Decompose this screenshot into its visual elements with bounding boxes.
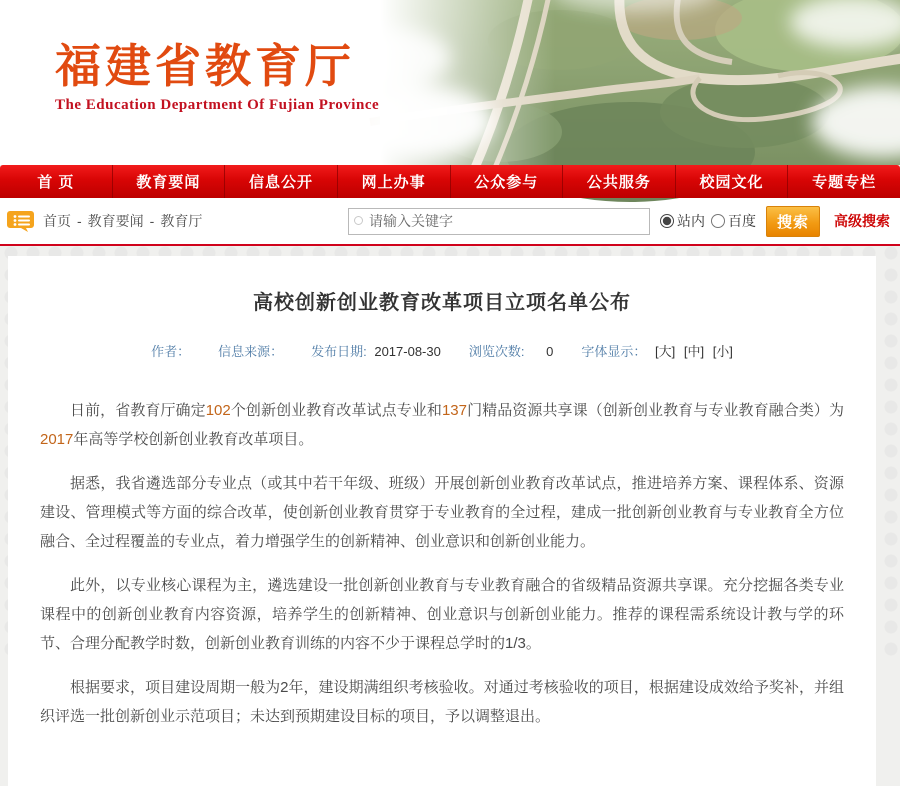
article-body (40, 396, 844, 731)
meta-source-label: 信息来源： (218, 344, 284, 359)
breadcrumb-item-department[interactable]: 教育厅 (160, 213, 203, 229)
nav-item-public-service[interactable]: 公共服务 (562, 165, 675, 198)
meta-date-value: 2017-08-30 (374, 344, 441, 359)
highlight-number: 2017 (40, 431, 74, 448)
nav-item-public-participation[interactable]: 公众参与 (450, 165, 563, 198)
advanced-search-link[interactable]: 高级搜索 (834, 213, 890, 229)
highlight-number: 137 (441, 402, 467, 419)
search-bar (348, 206, 890, 237)
search-scope (660, 211, 762, 231)
search-icon (354, 216, 363, 225)
nav-item-special-columns[interactable]: 专题专栏 (787, 165, 900, 198)
highlight-number: 102 (205, 402, 231, 419)
article-meta (40, 341, 844, 360)
nav-item-campus-culture[interactable]: 校园文化 (675, 165, 788, 198)
search-box (348, 208, 650, 235)
search-scope-baidu-radio[interactable] (711, 214, 725, 228)
meta-font-size-label: 字体显示： (581, 344, 647, 359)
nav-item-education-news[interactable]: 教育要闻 (112, 165, 225, 198)
site-header (0, 0, 900, 165)
site-title-english: The Education Department Of Fujian Province (55, 96, 380, 113)
nav-item-online-services[interactable]: 网上办事 (337, 165, 450, 198)
breadcrumb-list-icon (8, 211, 36, 232)
search-scope-site-radio[interactable] (660, 214, 674, 228)
search-scope-baidu-label[interactable]: 百度 (728, 213, 756, 229)
font-size-large-link[interactable]: [大] (654, 344, 676, 359)
paragraph-text: 个创新创业教育改革试点专业和 (230, 402, 442, 419)
breadcrumb-item-education-news[interactable]: 教育要闻 (87, 213, 144, 229)
paragraph-1 (40, 396, 844, 454)
meta-views-label: 浏览次数: (468, 344, 525, 359)
meta-date-label: 发布日期: (311, 344, 367, 359)
article-title: 高校创新创业教育改革项目立项名单公布 (253, 292, 631, 314)
meta-views-value: 0 (546, 344, 554, 359)
font-size-small-link[interactable]: [小] (712, 344, 733, 359)
meta-author-label: 作者： (151, 344, 191, 359)
main-nav (0, 165, 900, 198)
search-input[interactable] (348, 208, 650, 235)
paragraph-4: 根据要求，项目建设周期一般为2年，建设期满组织考核验收。对通过考核验收的项目，根据建设成效给予奖补，并组织评选一批创新创业示范项目；未达到预期建设目标的项目，予以调整退出。 (40, 679, 844, 725)
paragraph-text: 年高等学校创新创业教育改革项目。 (73, 431, 314, 448)
breadcrumb-item-home[interactable]: 首页 (43, 213, 71, 229)
breadcrumb (8, 211, 202, 232)
site-title-chinese: 福建省教育厅 (55, 41, 355, 92)
banner-photo-highway-aerial (380, 0, 900, 165)
search-scope-site-label[interactable]: 站内 (677, 213, 705, 229)
subnav-bar (0, 198, 900, 246)
article-card (8, 256, 876, 786)
search-button[interactable]: 搜索 (766, 206, 820, 237)
site-logo[interactable] (55, 42, 379, 114)
font-size-medium-link[interactable]: [中] (683, 344, 705, 359)
breadcrumb-separator: - (149, 213, 155, 229)
paragraph-3: 此外，以专业核心课程为主，遴选建设一批创新创业教育与专业教育融合的省级精品资源共享课。充分挖掘各类专业课程中的创新创业教育内容资源，培养学生的创新精神、创业意识与创新创业能力。推荐的课程需系统设计教与学的环节、合理分配教学时数，创新创业教育训练的内容不少于课程总学时的1/3。 (40, 577, 844, 652)
nav-item-home[interactable]: 首 页 (37, 174, 75, 191)
content-area (0, 246, 900, 786)
paragraph-text: 日前，省教育厅确定 (70, 402, 206, 419)
nav-item-info-disclosure[interactable]: 信息公开 (224, 165, 337, 198)
paragraph-text: 门精品资源共享课（创新创业教育与专业教育融合类）为 (466, 402, 844, 419)
breadcrumb-separator: - (77, 213, 82, 229)
paragraph-2: 据悉，我省遴选部分专业点（或其中若干年级、班级）开展创新创业教育改革试点，推进培养方案、课程体系、资源建设、管理模式等方面的综合改革，使创新创业教育贯穿于专业教育的全过程，建成一批创新创业教育与专业教育全方位融合、全过程覆盖的专业点，着力增强学生的创新精神、创业意识和创新创业能力。 (40, 475, 844, 550)
